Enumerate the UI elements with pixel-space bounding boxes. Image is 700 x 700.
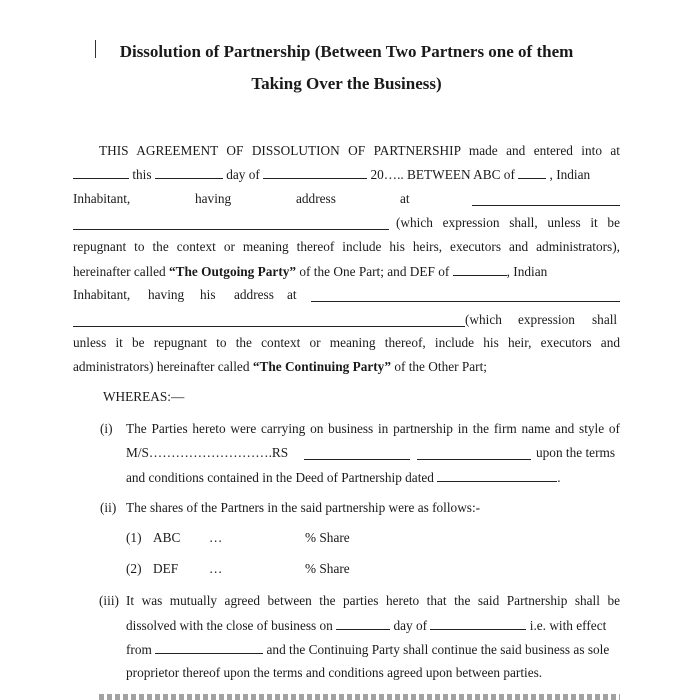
blank-deed-date[interactable] (437, 469, 557, 482)
blank-effect-from[interactable] (155, 641, 263, 654)
clause-4-cutoff (99, 694, 620, 700)
blank-firm-name[interactable] (304, 447, 410, 460)
whereas-heading: WHEREAS:— (103, 389, 185, 404)
blank-firm-name-2[interactable] (417, 447, 531, 460)
share-item-1-name: ABC (153, 530, 181, 545)
document-page: Dissolution of Partnership (Between Two Partners one of them Taking Over the Business) THIS AGREEMENT OF DISSOLUTION OF PARTNERSHIP made and entered into at this day of 20….. BETWEEN ABC of , Indian Inhabitant, having address at (which expression shall, unless it be repugnant to the context or meaning thereof include his heirs, executors and administrators), hereinafter called “The Outgoing Party” of the One Part; and DEF of , Indian Inhabitant, having his address at (which expression shall unless it be repugnant to the context or meaning thereof, include his heir, executors and administrators) hereinafter called “The Continuing Party” of the Other Part; WHEREAS:— (i) The Parties hereto were carrying on business in partnership in the firm name and style of M/S……………………….RS upon the terms and conditions contained in the Deed of Partnership dated . (ii) The shares of the Partners in the said partnership were as follows:- (1) ABC … % Share (2) DEF … % Share (iii) It was mutually agreed between the parties hereto that the said Partnership shall be dissolved with the close of business on day of i.e. with effect from and the Continuing Party shall continue the said business as sole proprietor thereof upon the terms and conditions agreed upon between parties. (0, 0, 700, 700)
intro-line-10: administrators) hereinafter called “The Continuing Party” of the Other Part; (73, 359, 487, 374)
share-item-2-dots: … (209, 561, 223, 576)
clause-1-line-3: and conditions contained in the Deed of Partnership dated . (126, 470, 561, 485)
intro-line-6: hereinafter called “The Outgoing Party” of the One Part; and DEF of , Indian (73, 264, 548, 279)
continuing-party-label: “The Continuing Party” (252, 359, 391, 374)
share-item-1-number: (1) (126, 530, 142, 545)
clause-3-line-3: from and the Continuing Party shall continue the said business as sole (126, 642, 610, 657)
share-item-2-name: DEF (153, 561, 179, 576)
clause-3-line-4: proprietor thereof upon the terms and conditions agreed upon between parties. (126, 665, 543, 680)
blank-abc-place[interactable] (518, 166, 546, 179)
blank-def-address[interactable] (311, 289, 620, 302)
document-title-line-2: Taking Over the Business) (251, 74, 442, 93)
blank-abc-address[interactable] (472, 193, 620, 206)
blank-month[interactable] (263, 166, 367, 179)
share-item-2-number: (2) (126, 561, 142, 576)
clause-3-number: (iii) (99, 593, 119, 608)
text-cursor (95, 40, 96, 58)
intro-line-9: unless it be repugnant to the context or meaning thereof, include his heir, executors and (73, 335, 620, 350)
outgoing-party-label: The Outgoing Party (175, 264, 290, 279)
blank-close-month[interactable] (430, 617, 526, 630)
blank-place[interactable] (73, 166, 129, 179)
blank-abc-address-cont[interactable] (73, 217, 389, 230)
blank-def-address-cont[interactable] (73, 314, 465, 327)
clause-1-number: (i) (100, 421, 113, 436)
blank-day[interactable] (155, 166, 223, 179)
share-item-2-share: % Share (305, 561, 350, 576)
clause-3-line-1: It was mutually agreed between the parties hereto that the said Partnership shall be (126, 593, 620, 608)
clause-1-line-1: The Parties hereto were carrying on business in partnership in the firm name and style of (126, 421, 620, 436)
share-item-1-dots: … (209, 530, 223, 545)
share-item-1-share: % Share (305, 530, 350, 545)
clause-2-line-1: The shares of the Partners in the said partnership were as follows:- (126, 500, 481, 515)
intro-line-1: THIS AGREEMENT OF DISSOLUTION OF PARTNERSHIP made and entered into at (99, 143, 620, 158)
clause-3-line-2: dissolved with the close of business on day of i.e. with effect (126, 618, 607, 633)
intro-line-2: this day of 20….. BETWEEN ABC of , Indian (73, 166, 590, 183)
intro-line-5: repugnant to the context or meaning thereof include his heirs, executors and administrators), (73, 239, 620, 254)
document-title-line-1: Dissolution of Partnership (Between Two Partners one of them (119, 42, 574, 61)
blank-close-day[interactable] (336, 617, 390, 630)
clause-2-number: (ii) (100, 500, 117, 515)
blank-def-place[interactable] (453, 263, 507, 276)
